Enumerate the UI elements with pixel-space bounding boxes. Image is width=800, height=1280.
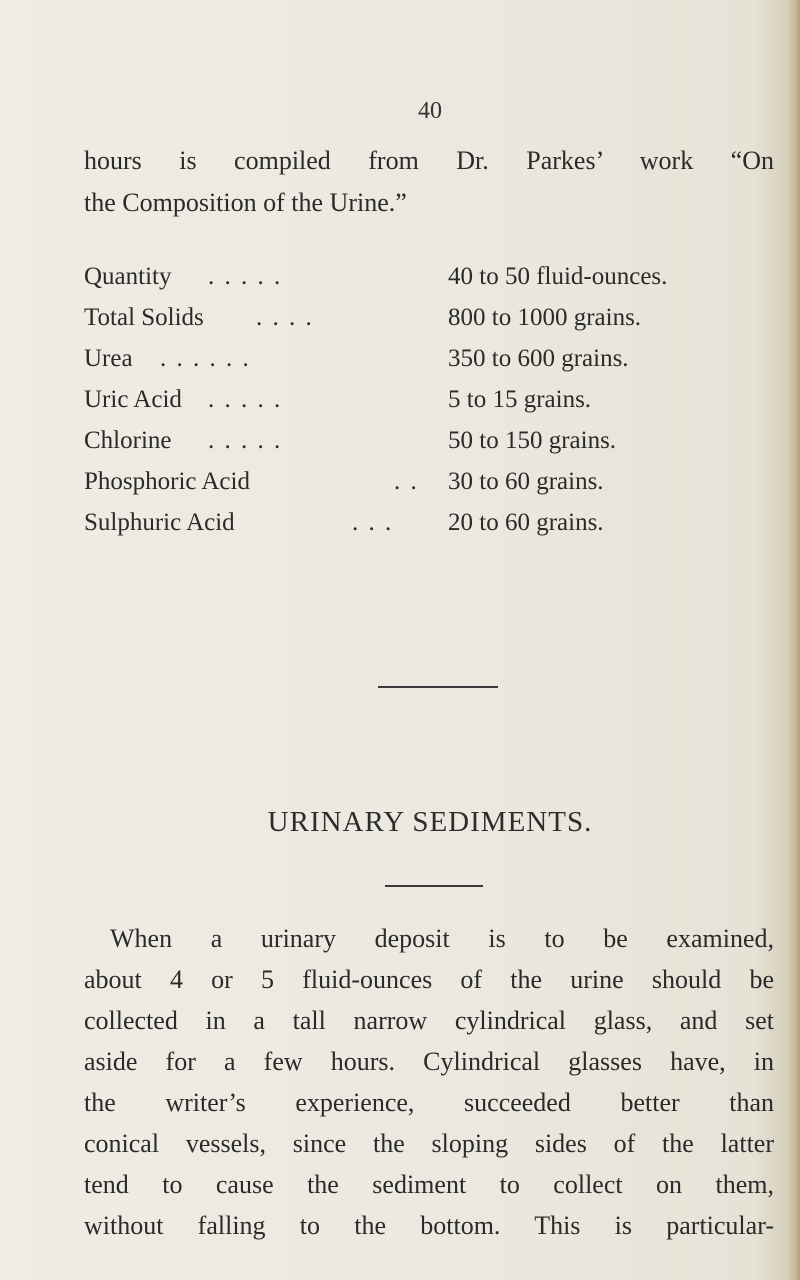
- row-label: Sulphuric Acid: [84, 509, 235, 536]
- paragraph-line: tend to cause the sediment to collect on them,: [84, 1170, 774, 1199]
- paragraph-line: When a urinary deposit is to be examined,: [110, 924, 774, 953]
- row-label: Urea: [84, 345, 133, 372]
- row-label: Phosphoric Acid: [84, 468, 250, 495]
- row-value: 5 to 15 grains.: [448, 386, 592, 413]
- leader-dots: . . . . .: [208, 263, 283, 290]
- table-row: [84, 461, 784, 502]
- row-value: 50 to 150 grains.: [448, 427, 617, 454]
- leader-dots: . .: [394, 468, 419, 495]
- leader-dots: . . . . . .: [160, 345, 251, 372]
- paragraph-line: about 4 or 5 fluid-ounces of the urine should be: [84, 965, 774, 994]
- paragraph-line: collected in a tall narrow cylindrical glass, and set: [84, 1006, 774, 1035]
- leader-dots: . . . . .: [208, 427, 283, 454]
- table-row: [84, 379, 784, 420]
- row-label: Uric Acid: [84, 386, 182, 413]
- paragraph-line: without falling to the bottom. This is particular-: [84, 1211, 774, 1240]
- page-edge: [788, 0, 800, 1280]
- section-heading: URINARY SEDIMENTS.: [267, 806, 593, 838]
- table-row: [84, 256, 784, 297]
- leader-dots: . . .: [352, 509, 394, 536]
- intro-line: hours is compiled from Dr. Parkes’ work “On: [84, 146, 774, 175]
- intro-text: [84, 140, 774, 224]
- row-value: 350 to 600 grains.: [448, 345, 629, 372]
- table-row: [84, 420, 784, 461]
- leader-dots: . . . . .: [208, 386, 283, 413]
- paragraph-line: the writer’s experience, succeeded better than: [84, 1088, 774, 1117]
- intro-line: the Composition of the Urine.”: [84, 188, 407, 217]
- row-label: Quantity: [84, 263, 172, 290]
- row-value: 40 to 50 fluid-ounces.: [448, 263, 668, 290]
- row-label: Total Solids: [84, 304, 204, 331]
- urine-composition-table: [84, 256, 784, 543]
- row-label: Chlorine: [84, 427, 172, 454]
- divider-rule: [378, 686, 498, 688]
- page-number: 40: [418, 98, 442, 124]
- table-row: [84, 297, 784, 338]
- row-value: 30 to 60 grains.: [448, 468, 604, 495]
- row-value: 800 to 1000 grains.: [448, 304, 642, 331]
- paragraph-line: conical vessels, since the sloping sides of the latter: [84, 1129, 774, 1158]
- table-row: [84, 502, 784, 543]
- leader-dots: . . . .: [256, 304, 314, 331]
- paragraph-line: aside for a few hours. Cylindrical glasses have, in: [84, 1047, 774, 1076]
- table-row: [84, 338, 784, 379]
- divider-rule: [385, 885, 483, 887]
- body-paragraph: [84, 918, 774, 1246]
- row-value: 20 to 60 grains.: [448, 509, 604, 536]
